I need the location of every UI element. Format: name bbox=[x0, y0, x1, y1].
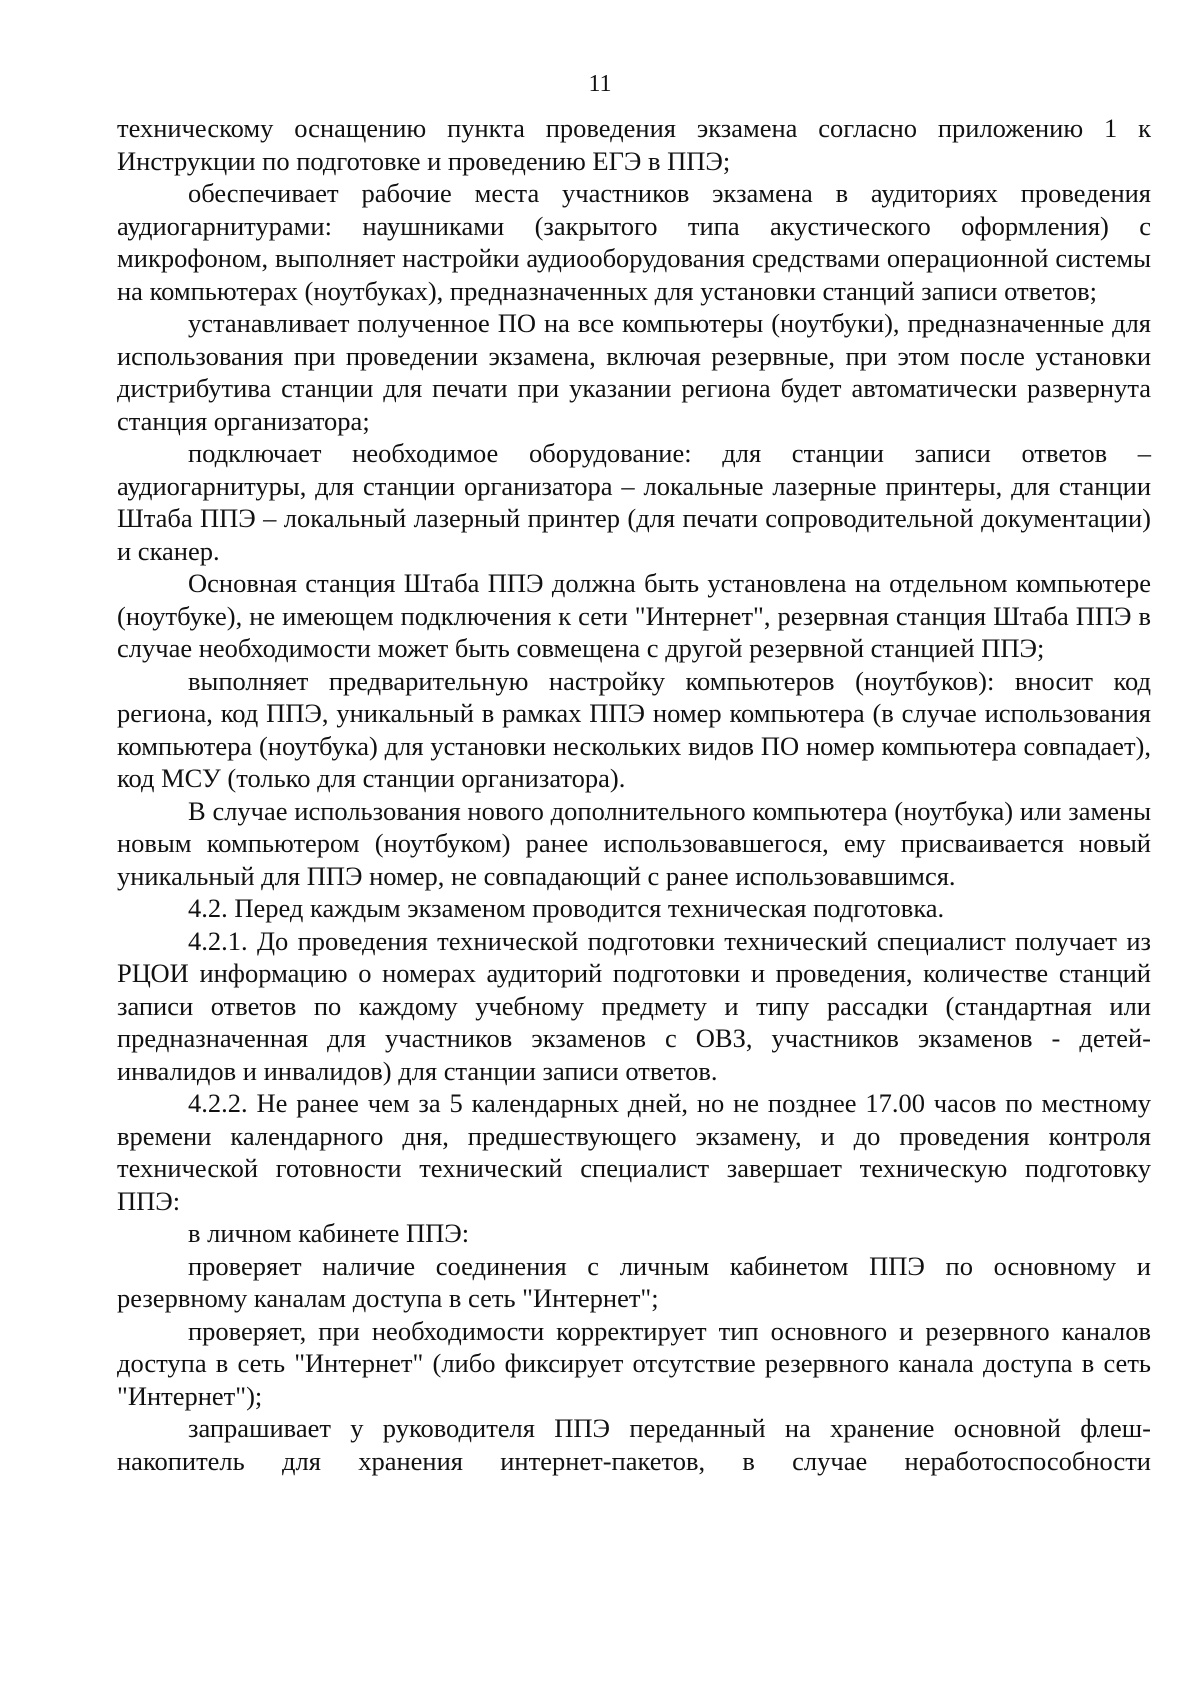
paragraph-11: в личном кабинете ППЭ: bbox=[188, 1218, 470, 1248]
paragraph-4: подключает необходимое оборудование: для станции записи ответов – аудиогарнитуры, для станции организатора – локальные лазерные принтеры, для станции Штаба ППЭ – локальный лазерный принтер (для печати сопроводительной документации) и сканер. bbox=[117, 438, 1151, 566]
paragraph-5: Основная станция Штаба ППЭ должна быть установлена на отдельном компьютере (ноутбуке), не имеющем подключения к сети "Интернет", резервная станция Штаба ППЭ в случае необходимости может быть совмещена с другой резервной станцией ППЭ; bbox=[117, 568, 1151, 663]
paragraph-10: 4.2.2. Не ранее чем за 5 календарных дней, но не позднее 17.00 часов по местному времени календарного дня, предшествующего экзамену, и до проведения контроля технической готовности технический специалист завершает техническую подготовку ППЭ: bbox=[117, 1088, 1151, 1216]
paragraph-14: запрашивает у руководителя ППЭ переданный на хранение основной флеш-накопитель для хранения интернет-пакетов, в случае неработоспособности bbox=[117, 1413, 1151, 1476]
paragraph-6: выполняет предварительную настройку компьютеров (ноутбуков): вносит код региона, код ППЭ, уникальный в рамках ППЭ номер компьютера (в случае использования компьютера (ноутбука) для установки нескольких видов ПО номер компьютера совпадает), код МСУ (только для станции организатора). bbox=[117, 665, 1151, 793]
paragraph-8: 4.2. Перед каждым экзаменом проводится техническая подготовка. bbox=[188, 893, 945, 923]
paragraph-7: В случае использования нового дополнительного компьютера (ноутбука) или замены новым компьютером (ноутбуком) ранее использовавшегося, ему присваивается новый уникальный для ППЭ номер, не совпадающий с ранее использовавшимся. bbox=[117, 795, 1151, 891]
paragraph-1: техническому оснащению пункта проведения экзамена согласно приложению 1 к Инструкции по подготовке и проведению ЕГЭ в ППЭ; bbox=[117, 113, 1151, 176]
page-number: 11 bbox=[588, 71, 612, 97]
paragraph-9: 4.2.1. До проведения технической подготовки технический специалист получает из РЦОИ информацию о номерах аудиторий подготовки и проведения, количестве станций записи ответов по каждому учебному предмету и типу рассадки (стандартная или предназначенная для участников экзаменов с ОВЗ, участников экзаменов - детей-инвалидов и инвалидов) для станции записи ответов. bbox=[117, 925, 1151, 1086]
paragraph-3: устанавливает полученное ПО на все компьютеры (ноутбуки), предназначенные для использования при проведении экзамена, включая резервные, при этом после установки дистрибутива станции для печати при указании региона будет автоматически развернута станция организатора; bbox=[117, 308, 1151, 436]
paragraph-2: обеспечивает рабочие места участников экзамена в аудиториях проведения аудиогарнитурами: наушниками (закрытого типа акустического оформления) с микрофоном, выполняет настройки аудиооборудования средствами операционной системы на компьютерах (ноутбуках), предназначенных для установки станций записи ответов; bbox=[117, 178, 1151, 306]
document-body bbox=[117, 112, 1151, 1477]
paragraph-13: проверяет, при необходимости корректирует тип основного и резервного каналов доступа в сеть "Интернет" (либо фиксирует отсутствие резервного канала доступа в сеть "Интернет"); bbox=[117, 1315, 1151, 1411]
paragraph-12: проверяет наличие соединения с личным кабинетом ППЭ по основному и резервному каналам доступа в сеть "Интернет"; bbox=[117, 1250, 1151, 1313]
